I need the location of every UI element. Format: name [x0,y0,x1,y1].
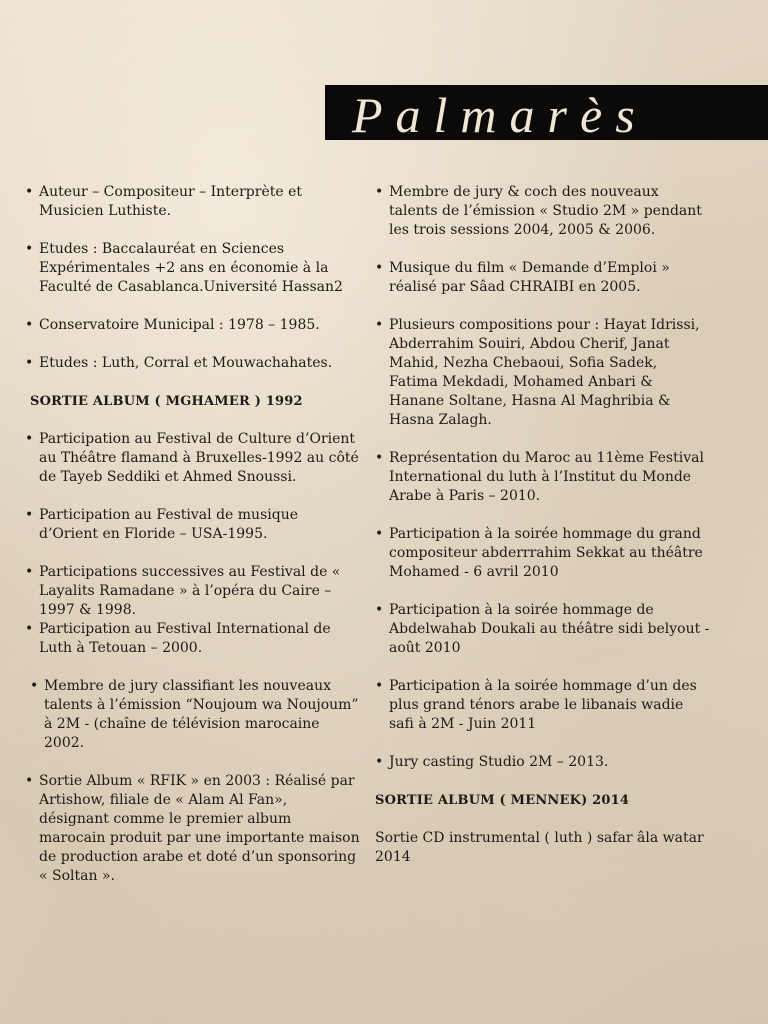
bullet-icon: • [375,450,384,466]
list-item: • Participation au Festival de musique d’Orient en Floride – USA-1995. [25,507,298,542]
list-item: • Participation au Festival International de Luth à Tetouan – 2000. [25,621,331,656]
bullet-icon: • [25,507,34,523]
list-item: • Participation à la soirée hommage de Abdelwahab Doukali au théâtre sidi belyout - août 2010 [375,602,710,656]
bullet-icon: • [25,564,34,580]
left-column [25,183,360,886]
bullet-icon: • [25,431,34,447]
list-item: • Participation à la soirée hommage du grand compositeur abderrrahim Sekkat au théâtre Mohamed - 6 avril 2010 [375,526,703,580]
list-item: • Musique du film « Demande d’Emploi » réalisé par Sâad CHRAIBI en 2005. [375,260,670,295]
list-item: • Auteur – Compositeur – Interprète et Musicien Luthiste. [25,184,302,219]
page-title: Palmarès [352,87,648,143]
bullet-icon: • [375,317,384,333]
bullet-icon: • [375,602,384,618]
list-item: • Conservatoire Municipal : 1978 – 1985. [25,317,320,333]
bullet-icon: • [25,317,34,333]
list-item: • Etudes : Luth, Corral et Mouwachahates. [25,355,333,371]
bullet-icon: • [25,621,34,637]
bullet-icon: • [25,241,34,257]
list-item: • Etudes : Baccalauréat en Sciences Expérimentales +2 ans en économie à la Faculté de Casablanca.Université Hassan2 [25,241,343,295]
album-heading: SORTIE ALBUM ( MGHAMER ) 1992 [30,394,303,409]
cd-release-text: Sortie CD instrumental ( luth ) safar âla watar 2014 [375,830,704,865]
bullet-icon: • [375,184,384,200]
album-heading: SORTIE ALBUM ( MENNEK) 2014 [375,793,630,808]
list-item: • Plusieurs compositions pour : Hayat Idrissi, Abderrahim Souiri, Abdou Cherif, Janat Mahid, Nezha Chebaoui, Sofia Sadek, Fatima Mekdadi, Mohamed Anbari & Hanane Soltane, Hasna Al Maghribia & Hasna Zalagh. [375,317,700,428]
bullet-icon: • [375,526,384,542]
list-item: • Membre de jury & coch des nouveaux talents de l’émission « Studio 2M » pendant les trois sessions 2004, 2005 & 2006. [375,184,702,238]
list-item: • Jury casting Studio 2M – 2013. [375,754,609,770]
bullet-icon: • [375,754,384,770]
list-item: • Membre de jury classifiant les nouveaux talents à l’émission “Noujoum wa Noujoum” à 2M - (chaîne de télévision marocaine 2002. [30,678,359,751]
list-item: • Participation au Festival de Culture d’Orient au Théâtre flamand à Bruxelles-1992 au côté de Tayeb Seddiki et Ahmed Snoussi. [25,431,359,485]
bullet-icon: • [25,184,34,200]
bullet-icon: • [30,678,39,694]
list-item: • Représentation du Maroc au 11ème Festival International du luth à l’Institut du Monde Arabe à Paris – 2010. [375,450,704,504]
bullet-icon: • [375,678,384,694]
list-item: • Sortie Album « RFIK » en 2003 : Réalisé par Artishow, filiale de « Alam Al Fan», désignant comme le premier album marocain produit par une importante maison de production arabe et doté d’un sponsoring « Soltan ». [25,773,360,884]
right-column [375,183,710,867]
list-item: • Participations successives au Festival de « Layalits Ramadane » à l’opéra du Caire – 1997 & 1998. [25,564,341,618]
bullet-icon: • [25,773,34,789]
bullet-icon: • [25,355,34,371]
bullet-icon: • [375,260,384,276]
list-item: • Participation à la soirée hommage d’un des plus grand ténors arabe le libanais wadie safi à 2M - Juin 2011 [375,678,697,732]
